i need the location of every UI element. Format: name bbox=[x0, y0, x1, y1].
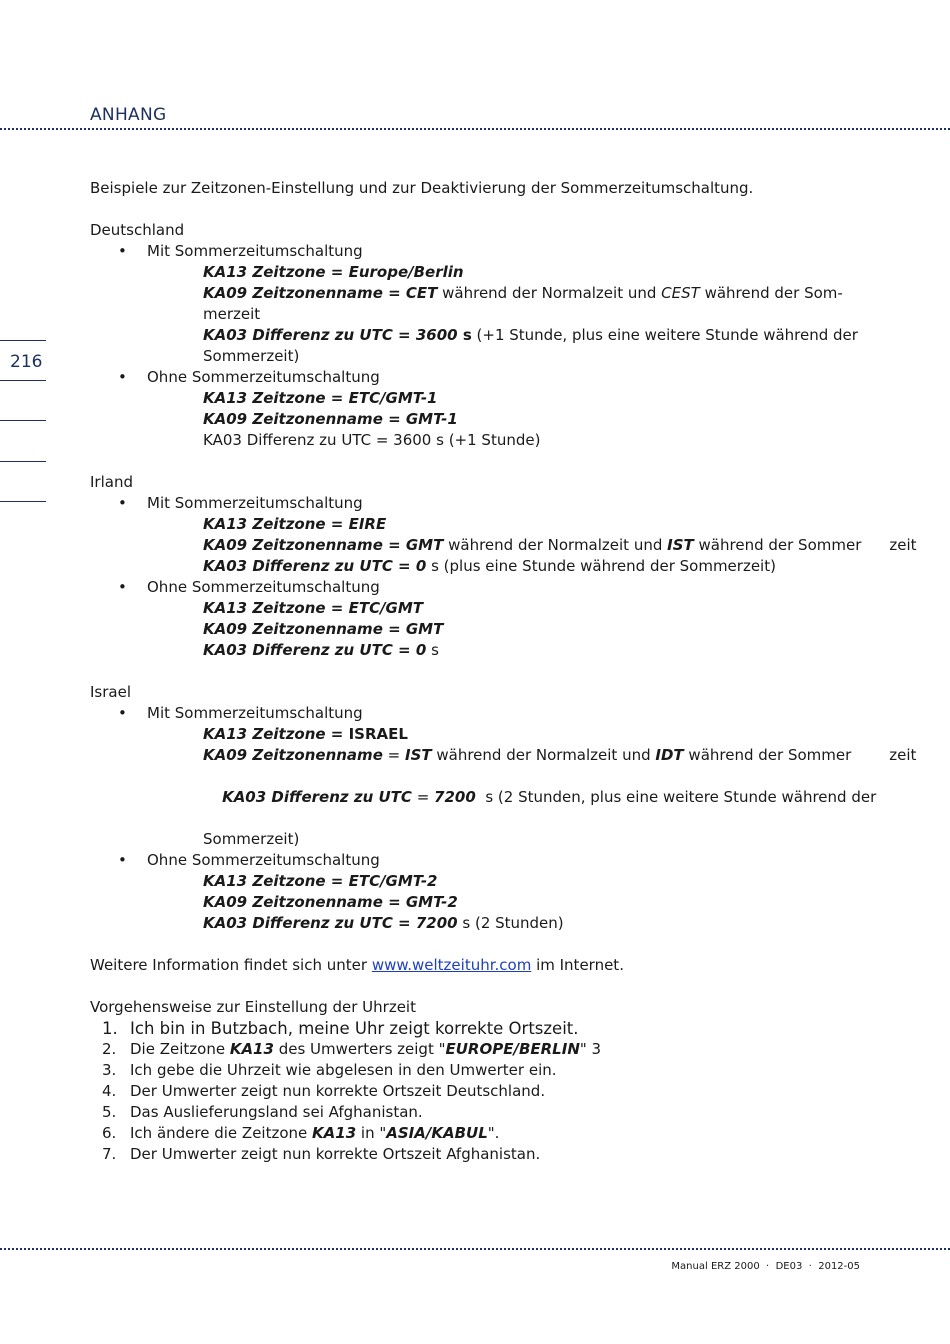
setting-line: KA13 Zeitzone = ETC/GMT-2 bbox=[203, 872, 438, 890]
intro-text: Beispiele zur Zeitzonen-Einstellung und zur Deaktivierung der Sommerzeitumschaltung. bbox=[90, 179, 754, 197]
setting-line: KA13 Zeitzone = EIRE bbox=[203, 515, 387, 533]
setting-line: KA03 Differenz zu UTC = 7200 s (2 Stunden, plus eine weitere Stunde während der bbox=[222, 788, 877, 806]
bullet-icon: • bbox=[118, 368, 127, 386]
setting-line: KA09 Zeitzonenname = GMT-1 bbox=[203, 410, 458, 428]
setting-line: KA13 Zeitzone = ISRAEL bbox=[203, 725, 408, 743]
setting-line: KA03 Differenz zu UTC = 0 s bbox=[203, 641, 439, 659]
list-item: • Mit Sommerzeitumschaltung bbox=[118, 494, 363, 512]
procedure-heading: Vorgehensweise zur Einstellung der Uhrzeit bbox=[90, 998, 416, 1016]
footer-text: Manual ERZ 2000 · DE03 · 2012-05 bbox=[671, 1261, 860, 1272]
side-marker-line bbox=[0, 501, 46, 502]
setting-line: KA09 Zeitzonenname = GMT während der Normalzeit und IST während der Sommer zeit bbox=[203, 536, 917, 554]
list-item: • Ohne Sommerzeitumschaltung bbox=[118, 368, 380, 386]
list-item: • Ohne Sommerzeitumschaltung bbox=[118, 851, 380, 869]
country-heading-israel: Israel bbox=[90, 683, 131, 701]
side-marker-line bbox=[0, 461, 46, 462]
list-item: • Ohne Sommerzeitumschaltung bbox=[118, 578, 380, 596]
page-content bbox=[90, 178, 917, 1165]
side-marker-line bbox=[0, 340, 46, 341]
country-heading-ireland: Irland bbox=[90, 473, 133, 491]
weltzeituhr-link[interactable]: www.weltzeituhr.com bbox=[371, 956, 532, 974]
bullet-icon: • bbox=[118, 578, 127, 596]
country-heading-germany: Deutschland bbox=[90, 221, 185, 239]
list-item: 3. Ich gebe die Uhrzeit wie abgelesen in den Umwerter ein. bbox=[102, 1061, 557, 1079]
setting-line: KA03 Differenz zu UTC = 3600 s (+1 Stunde, plus eine weitere Stunde während der bbox=[203, 326, 858, 344]
header-dotted-rule bbox=[0, 128, 950, 130]
setting-line: KA09 Zeitzonenname = CET während der Normalzeit und CEST während der Som- bbox=[203, 284, 843, 302]
bullet-icon: • bbox=[118, 242, 127, 260]
bullet-icon: • bbox=[118, 494, 127, 512]
bullet-icon: • bbox=[118, 704, 127, 722]
procedure-list bbox=[90, 1018, 870, 1165]
setting-line: KA09 Zeitzonenname = GMT-2 bbox=[203, 893, 458, 911]
setting-line: KA13 Zeitzone = ETC/GMT-1 bbox=[203, 389, 438, 407]
setting-line: KA13 Zeitzone = ETC/GMT bbox=[203, 599, 424, 617]
section-header: ANHANG bbox=[90, 105, 167, 125]
list-item: • Mit Sommerzeitumschaltung bbox=[118, 704, 363, 722]
setting-line: KA09 Zeitzonenname = IST während der Normalzeit und IDT während der Sommer zeit bbox=[203, 746, 917, 764]
list-item: 1. Ich bin in Butzbach, meine Uhr zeigt korrekte Ortszeit. bbox=[102, 1019, 579, 1038]
setting-line: KA03 Differenz zu UTC = 0 s (plus eine Stunde während der Sommerzeit) bbox=[203, 557, 776, 575]
list-item: 4. Der Umwerter zeigt nun korrekte Ortszeit Deutschland. bbox=[102, 1082, 546, 1100]
setting-line: KA13 Zeitzone = Europe/Berlin bbox=[203, 263, 464, 281]
info-paragraph: Weitere Information findet sich unter www.weltzeituhr.com im Internet. bbox=[90, 956, 624, 974]
list-item: 7. Der Umwerter zeigt nun korrekte Ortszeit Afghanistan. bbox=[102, 1145, 541, 1163]
list-item: 5. Das Auslieferungsland sei Afghanistan. bbox=[102, 1103, 423, 1121]
side-marker-line bbox=[0, 380, 46, 381]
page-number: 216 bbox=[10, 352, 43, 372]
setting-line: KA03 Differenz zu UTC = 3600 s (+1 Stunde) bbox=[203, 431, 541, 449]
setting-line-continued: merzeit bbox=[203, 305, 261, 323]
bullet-icon: • bbox=[118, 851, 127, 869]
list-item: • Mit Sommerzeitumschaltung bbox=[118, 242, 363, 260]
setting-line-continued: Sommerzeit) bbox=[203, 830, 300, 848]
list-item: 2. Die Zeitzone KA13 des Umwerters zeigt "EUROPE/BERLIN" 3 bbox=[102, 1040, 602, 1058]
setting-line: KA03 Differenz zu UTC = 7200 s (2 Stunden) bbox=[203, 914, 564, 932]
footer-dotted-rule bbox=[0, 1248, 950, 1250]
list-item: 6. Ich ändere die Zeitzone KA13 in "ASIA/KABUL". bbox=[102, 1124, 500, 1142]
setting-line-continued: Sommerzeit) bbox=[203, 347, 300, 365]
setting-line: KA09 Zeitzonenname = GMT bbox=[203, 620, 444, 638]
side-marker-line bbox=[0, 420, 46, 421]
